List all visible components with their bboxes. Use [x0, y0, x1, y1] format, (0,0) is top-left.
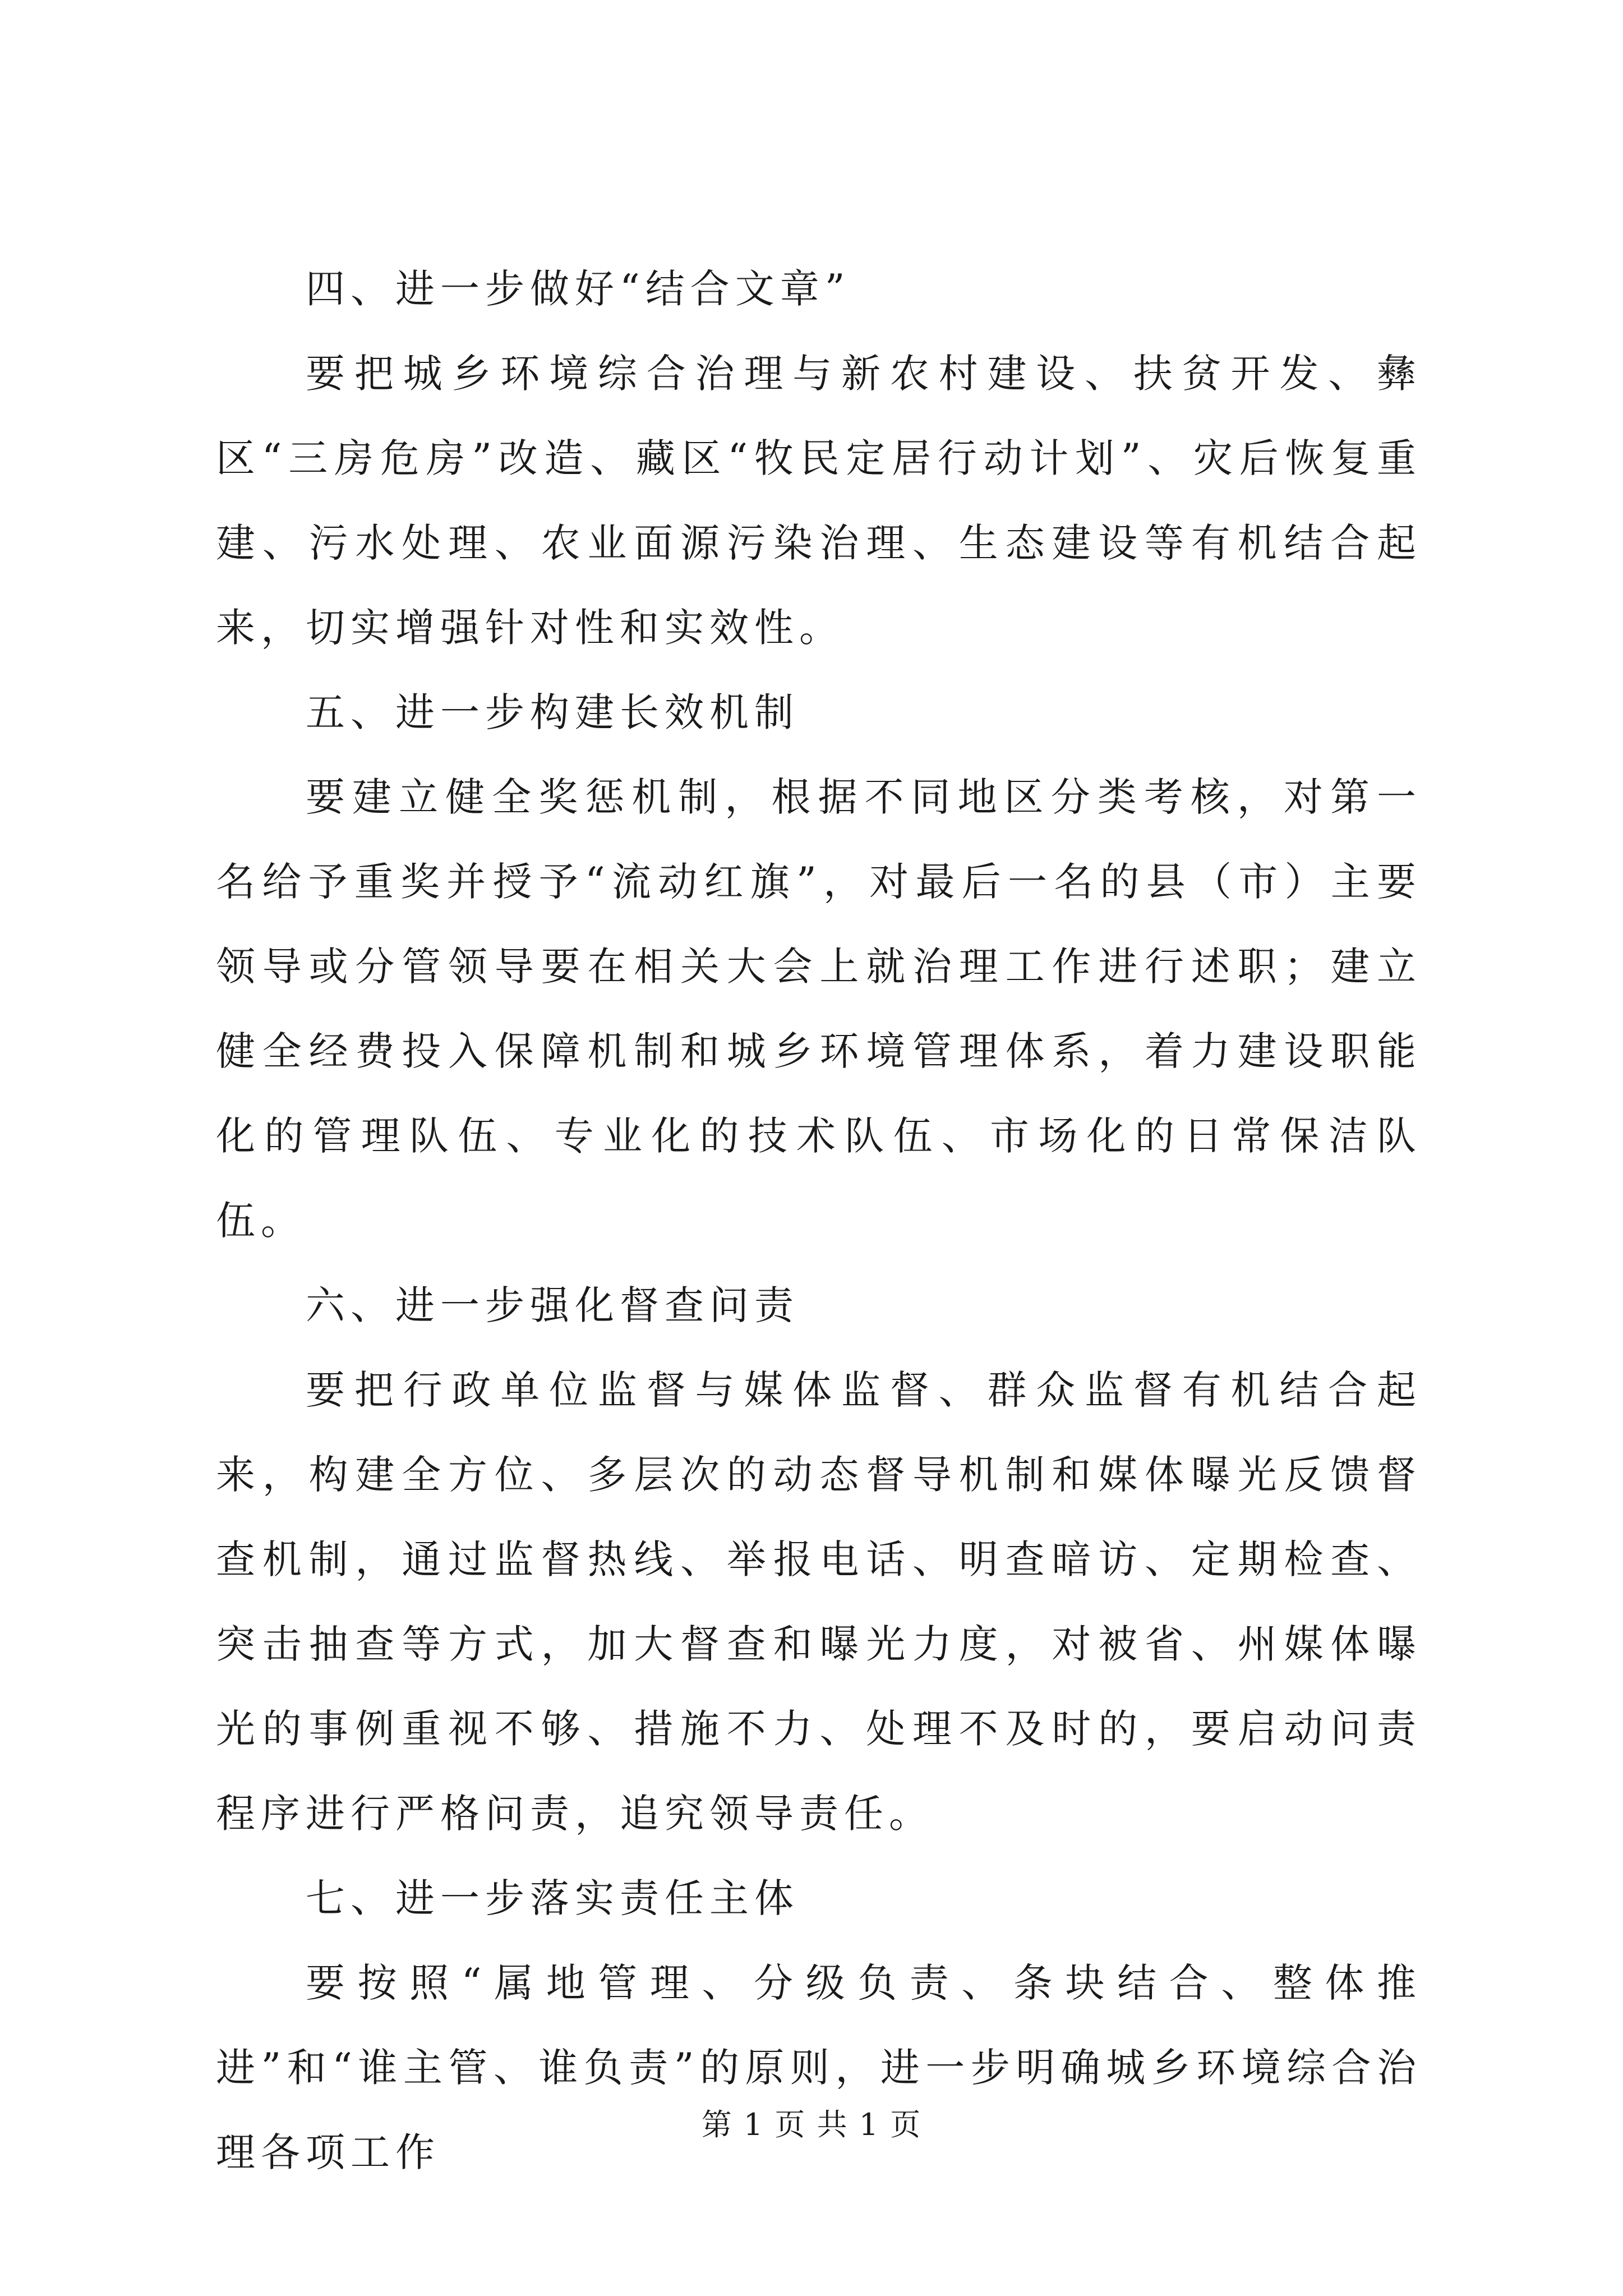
page-number-footer: 第 1 页 共 1 页	[701, 2107, 922, 2142]
section-heading-4: 四、进一步做好“结合文章”	[306, 266, 851, 312]
section-paragraph-7: 要按照“属地管理、分级负责、条块结合、整体推进”和“谁主管、谁负责”的原则，进一步明确城乡环境综合治理各项工作	[216, 1960, 1422, 2175]
section-paragraph-6: 要把行政单位监督与媒体监督、群众监督有机结合起来，构建全方位、多层次的动态督导机制和媒体曝光反馈督查机制，通过监督热线、举报电话、明查暗访、定期检查、突击抽查等方式，加大督查和曝光力度，对被省、州媒体曝光的事例重视不够、措施不力、处理不及时的，要启动问责程序进行严格问责，追究领导责任。	[216, 1367, 1422, 1837]
section-paragraph-4: 要把城乡环境综合治理与新农村建设、扶贫开发、彝区“三房危房”改造、藏区“牧民定居行动计划”、灾后恢复重建、污水处理、农业面源污染治理、生态建设等有机结合起来，切实增强针对性和实效性。	[216, 351, 1422, 651]
document-body	[216, 247, 1422, 2195]
section-heading-7: 七、进一步落实责任主体	[306, 1875, 799, 1921]
section-heading-6: 六、进一步强化督查问责	[306, 1282, 799, 1328]
section-paragraph-5: 要建立健全奖惩机制，根据不同地区分类考核，对第一名给予重奖并授予“流动红旗”，对最后一名的县（市）主要领导或分管领导要在相关大会上就治理工作进行述职；建立健全经费投入保障机制和城乡环境管理体系，着力建设职能化的管理队伍、专业化的技术队伍、市场化的日常保洁队伍。	[216, 774, 1422, 1244]
section-heading-5: 五、进一步构建长效机制	[306, 689, 799, 735]
